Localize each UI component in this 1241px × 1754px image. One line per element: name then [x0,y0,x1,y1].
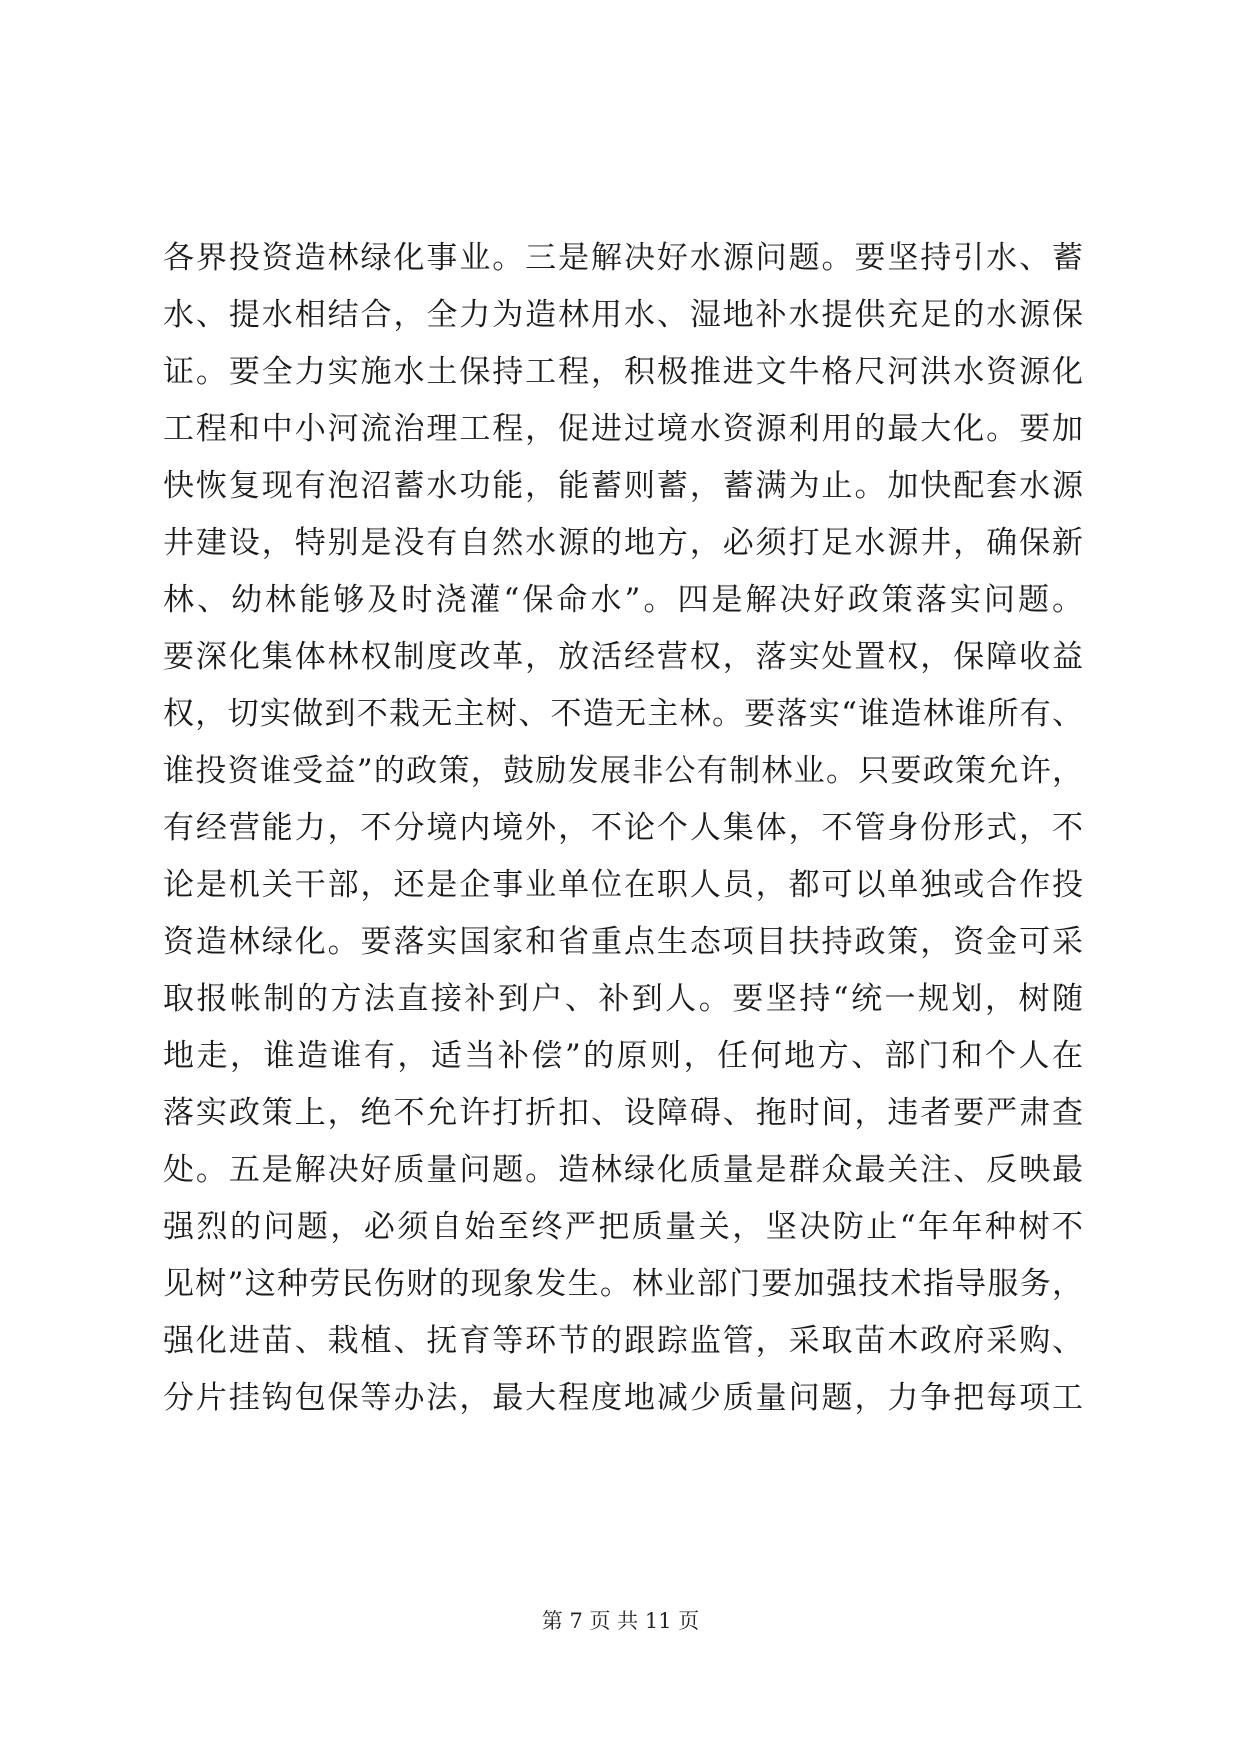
text-line: 论是机关干部，还是企事业单位在职人员，都可以单独或合作投 [163,867,1083,903]
text-line: 有经营能力，不分境内境外，不论个人集体，不管身份形式，不 [163,810,1083,846]
body-text [163,230,1083,1427]
text-line: 落实政策上，绝不允许打折扣、设障碍、拖时间，违者要严肃查 [163,1095,1083,1131]
text-line: 分片挂钩包保等办法，最大程度地减少质量问题，力争把每项工 [163,1380,1083,1416]
text-line: 取报帐制的方法直接补到户、补到人。要坚持“统一规划，树随 [163,981,1083,1017]
text-line: 谁投资谁受益”的政策，鼓励发展非公有制林业。只要政策允许， [163,753,1083,789]
text-line: 地走，谁造谁有，适当补偿”的原则，任何地方、部门和个人在 [163,1038,1083,1074]
text-line: 快恢复现有泡沼蓄水功能，能蓄则蓄，蓄满为止。加快配套水源 [163,468,1083,504]
text-line: 权，切实做到不栽无主树、不造无主林。要落实“谁造林谁所有、 [163,696,1083,732]
text-line: 证。要全力实施水土保持工程，积极推进文牛格尺河洪水资源化 [163,354,1083,390]
text-line: 林、幼林能够及时浇灌“保命水”。四是解决好政策落实问题。 [163,582,1083,618]
page-footer [0,1606,1241,1636]
text-line: 见树”这种劳民伤财的现象发生。林业部门要加强技术指导服务， [163,1266,1083,1302]
text-line: 强烈的问题，必须自始至终严把质量关，坚决防止“年年种树不 [163,1209,1083,1245]
page-number: 第 7 页 共 11 页 [541,1609,700,1633]
text-line: 各界投资造林绿化事业。三是解决好水源问题。要坚持引水、蓄 [163,240,1083,276]
text-line: 资造林绿化。要落实国家和省重点生态项目扶持政策，资金可采 [163,924,1083,960]
text-line: 水、提水相结合，全力为造林用水、湿地补水提供充足的水源保 [163,297,1083,333]
text-line: 处。五是解决好质量问题。造林绿化质量是群众最关注、反映最 [163,1152,1083,1188]
text-line: 要深化集体林权制度改革，放活经营权，落实处置权，保障收益 [163,639,1083,675]
text-line: 强化进苗、栽植、抚育等环节的跟踪监管，采取苗木政府采购、 [163,1323,1083,1359]
text-line: 井建设，特别是没有自然水源的地方，必须打足水源井，确保新 [163,525,1083,561]
text-line: 工程和中小河流治理工程，促进过境水资源利用的最大化。要加 [163,411,1083,447]
